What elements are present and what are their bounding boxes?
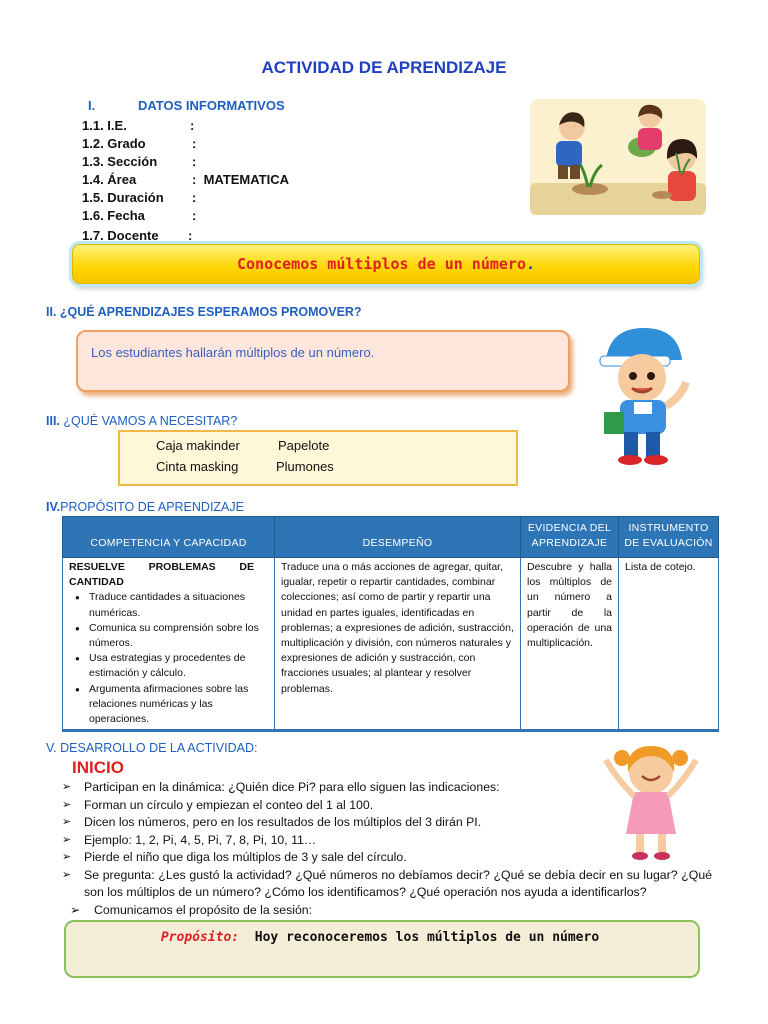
table-header: INSTRUMENTO DE EVALUACIÓN bbox=[619, 517, 719, 558]
section-5-label: DESARROLLO DE LA ACTIVIDAD: bbox=[60, 741, 258, 755]
section-3-heading bbox=[46, 414, 237, 428]
proposito-line bbox=[64, 930, 696, 945]
arrow-bullet-icon: ➢ bbox=[62, 868, 72, 881]
dato-row: 1.3. Sección : bbox=[82, 154, 197, 169]
list-item: ● Usa estrategias y procedentes de estimación y cálculo. bbox=[69, 651, 268, 681]
dato-label: 1.6. Fecha bbox=[82, 208, 145, 223]
comunicamos-line bbox=[70, 903, 312, 917]
section-3-number: III. bbox=[46, 414, 60, 428]
instrumento-cell: Lista de cotejo. bbox=[619, 558, 719, 731]
section-2-heading bbox=[46, 305, 362, 319]
dato-row: 1.1. I.E. : bbox=[82, 118, 195, 133]
material-item: Cinta masking bbox=[156, 459, 239, 474]
section-1-number: I. bbox=[88, 98, 96, 113]
step-text: Participan en la dinámica: ¿Quién dice Pi? para ello siguen las indicaciones: bbox=[84, 780, 500, 794]
section-4-number: IV. bbox=[46, 500, 61, 514]
step-text: Dicen los números, pero en los resultados de los múltiplos del 3 dirán PI. bbox=[84, 815, 482, 829]
section-4-heading bbox=[46, 500, 244, 514]
dato-row: 1.7. Docente : bbox=[82, 228, 193, 243]
arrow-bullet-icon: ➢ bbox=[70, 903, 81, 917]
list-item: ● Argumenta afirmaciones sobre las relaciones numéricas y las operaciones. bbox=[69, 682, 268, 728]
material-item: Papelote bbox=[278, 438, 330, 453]
desempeno-cell: Traduce una o más acciones de agregar, quitar, igualar, repetir o repartir cantidades, combinar colecciones; así como de partir y repartir una unidad en partes iguales, identificadas en problemas; a expresiones de adición, sustracción, multiplicación y división, con números naturales y expresiones de adición y sustracción, con fracciones usuales; al plantear y resolver problemas. bbox=[275, 558, 521, 731]
step-text: Ejemplo: 1, 2, Pi, 4, 5, Pi, 7, 8, Pi, 10, 11… bbox=[84, 832, 317, 847]
children-planting-illustration bbox=[530, 99, 706, 215]
inicio-steps-list bbox=[62, 779, 712, 902]
material-item: Plumones bbox=[276, 459, 334, 474]
proposito-label: Propósito: bbox=[160, 930, 240, 945]
competencia-title: RESUELVE PROBLEMAS DE CANTIDAD bbox=[69, 561, 254, 589]
table-row bbox=[63, 558, 719, 731]
step-text: Pierde el niño que diga los múltiplos de 3 y sale del círculo. bbox=[84, 850, 407, 864]
list-item bbox=[62, 867, 712, 902]
activity-title-banner bbox=[72, 244, 700, 284]
list-item bbox=[62, 814, 712, 832]
section-3-label: ¿QUÉ VAMOS A NECESITAR? bbox=[63, 414, 238, 428]
section-1-label: DATOS INFORMATIVOS bbox=[138, 98, 285, 113]
section-1-heading bbox=[88, 98, 285, 113]
table-header: COMPETENCIA Y CAPACIDAD bbox=[63, 517, 275, 558]
evidencia-cell: Descubre y halla los múltiplos de un número a partir de la operación de una multiplicación. bbox=[521, 558, 619, 731]
banner-text: Conocemos múltiplos de un número bbox=[236, 255, 526, 273]
section-5-heading bbox=[46, 741, 257, 755]
dato-row: 1.4. Área : MATEMATICA bbox=[82, 172, 290, 187]
table-header: DESEMPEÑO bbox=[275, 517, 521, 558]
dato-label: 1.7. Docente bbox=[82, 228, 159, 243]
list-item: ● Traduce cantidades a situaciones numéricas. bbox=[69, 590, 268, 620]
expected-learning-text: Los estudiantes hallarán múltiplos de un número. bbox=[91, 345, 375, 360]
dato-value: MATEMATICA bbox=[203, 172, 290, 187]
proposito-text: Hoy reconoceremos los múltiplos de un número bbox=[254, 930, 600, 945]
list-item bbox=[62, 832, 712, 850]
boy-with-cap-illustration bbox=[582, 320, 706, 466]
dato-label: 1.3. Sección bbox=[82, 154, 158, 169]
dato-label: 1.1. I.E. bbox=[82, 118, 127, 133]
table-header-row bbox=[63, 517, 719, 558]
dato-label: 1.2. Grado bbox=[82, 136, 146, 151]
section-5-number: V. bbox=[46, 741, 57, 755]
page-title: ACTIVIDAD DE APRENDIZAJE bbox=[261, 58, 507, 77]
inicio-heading: INICIO bbox=[72, 758, 124, 777]
arrow-bullet-icon: ➢ bbox=[62, 816, 72, 828]
section-4-label: PROPÓSITO DE APRENDIZAJE bbox=[60, 500, 244, 514]
material-item: Caja makinder bbox=[156, 438, 240, 453]
arrow-bullet-icon: ➢ bbox=[62, 851, 72, 863]
dato-label: 1.5. Duración bbox=[82, 190, 164, 205]
arrow-bullet-icon: ➢ bbox=[62, 798, 72, 811]
banner-dot: . bbox=[525, 255, 535, 273]
dato-row: 1.5. Duración : bbox=[82, 190, 197, 205]
table-header: EVIDENCIA DEL APRENDIZAJE bbox=[521, 517, 619, 558]
learning-purpose-table bbox=[62, 516, 719, 732]
capacidades-list bbox=[69, 590, 268, 727]
arrow-bullet-icon: ➢ bbox=[62, 781, 72, 793]
list-item bbox=[62, 779, 712, 797]
datos-informativos bbox=[82, 117, 289, 245]
step-text: Forman un círculo y empiezan el conteo del 1 al 100. bbox=[84, 797, 374, 812]
arrow-bullet-icon: ➢ bbox=[62, 833, 72, 846]
dato-row: 1.2. Grado : bbox=[82, 136, 197, 151]
list-item bbox=[62, 797, 712, 815]
list-item bbox=[62, 849, 712, 867]
materials-box bbox=[118, 430, 518, 486]
comunicamos-text: Comunicamos el propósito de la sesión: bbox=[94, 903, 313, 917]
expected-learning-box bbox=[76, 330, 570, 392]
dato-label: 1.4. Área bbox=[82, 172, 137, 187]
section-2-number: II. bbox=[46, 305, 57, 319]
dato-row: 1.6. Fecha : bbox=[82, 208, 197, 223]
proposito-box bbox=[64, 920, 700, 978]
step-text: Se pregunta: ¿Les gustó la actividad? ¿Qué números no debíamos decir? ¿Qué se debía decir en su lugar? ¿Qué son los múltiplos de un número? ¿Cómo los identificamos? ¿Qué operación nos ayuda a identificarlos? bbox=[84, 867, 712, 899]
list-item: ● Comunica su comprensión sobre los números. bbox=[69, 621, 268, 651]
section-2-label: ¿QUÉ APRENDIZAJES ESPERAMOS PROMOVER? bbox=[59, 305, 362, 319]
competencia-cell bbox=[63, 558, 275, 731]
